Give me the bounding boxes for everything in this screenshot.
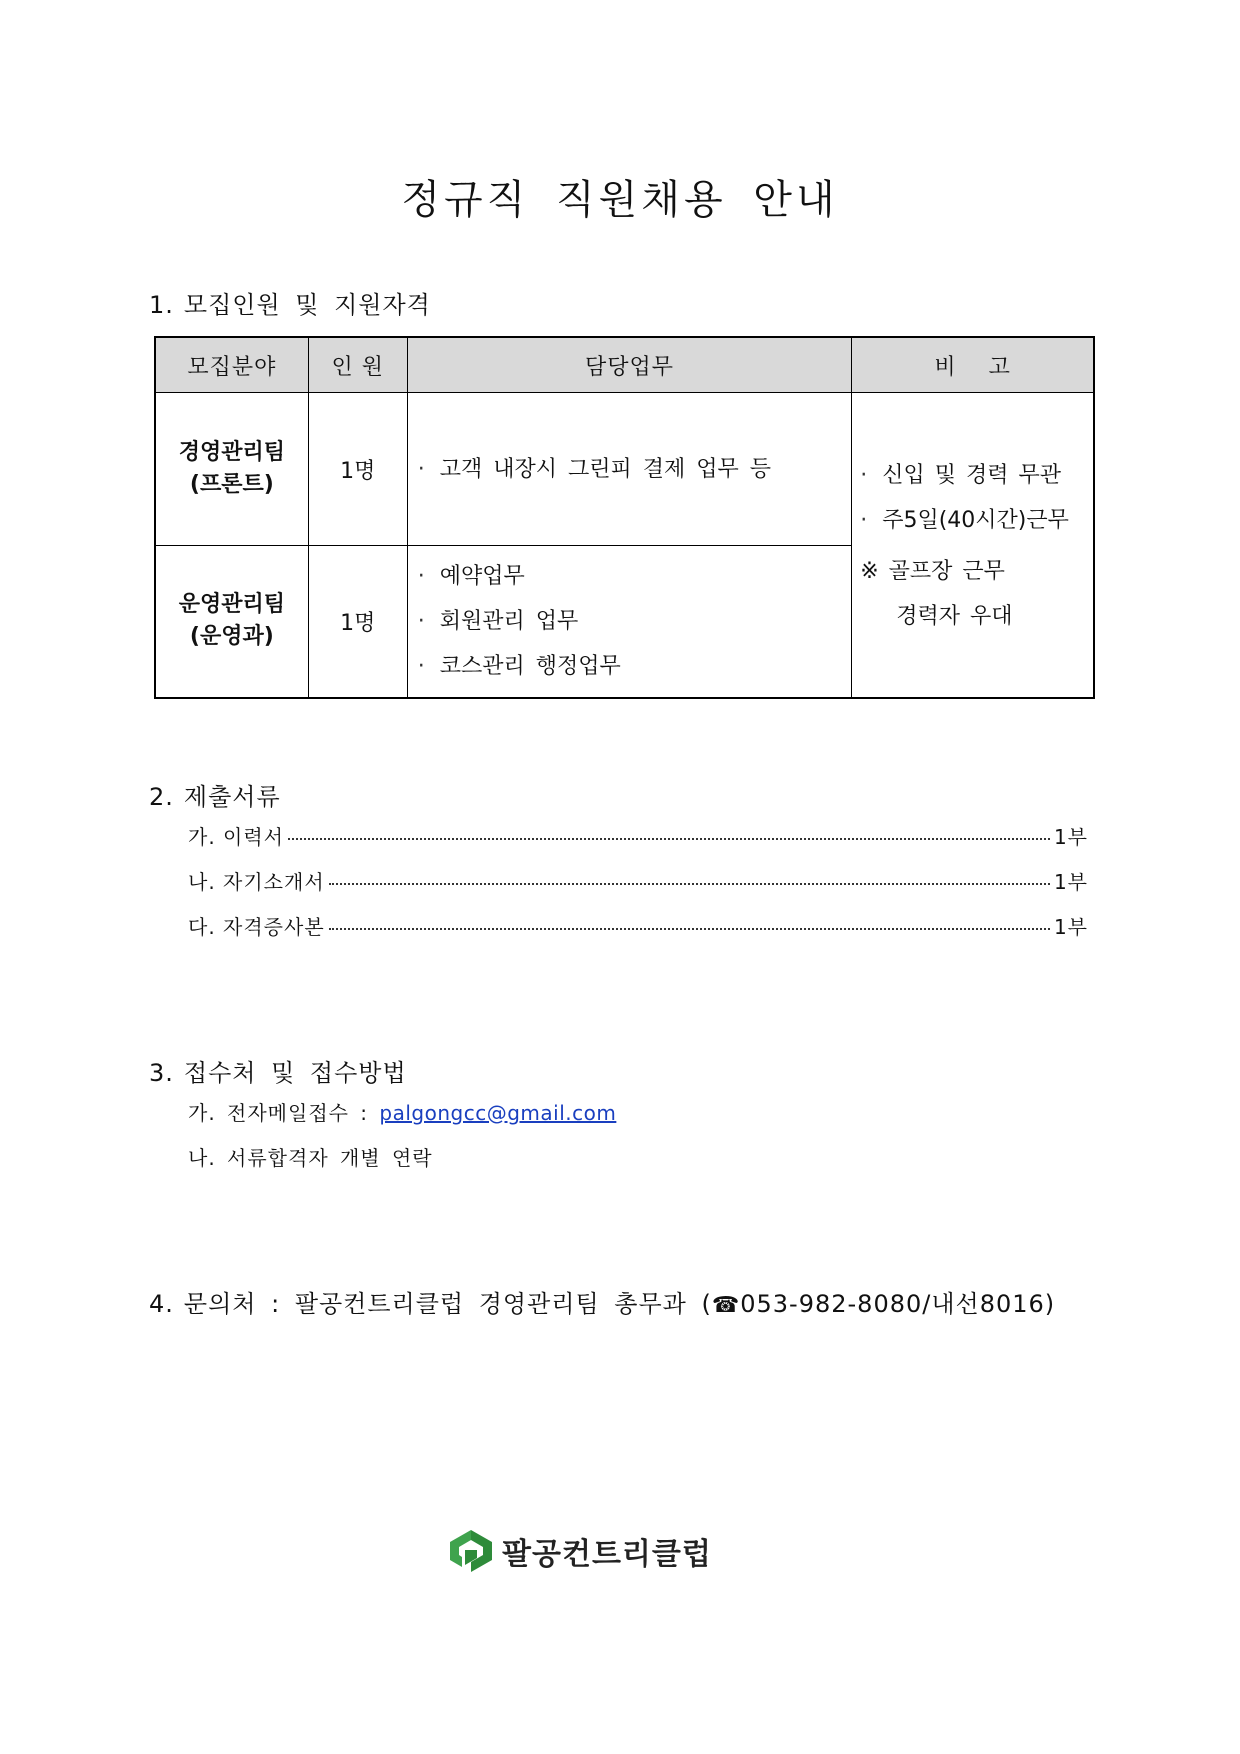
bullet: ·: [860, 508, 868, 533]
team-sub: (프론트): [189, 472, 274, 497]
team-cell: [155, 393, 308, 546]
count-cell: 1명: [308, 393, 407, 546]
duty-text: 회원관리 업무: [439, 608, 579, 634]
document-qty: 1부: [1053, 825, 1088, 849]
duty-text: 고객 내장시 그린피 결제 업무 등: [439, 456, 771, 482]
inquiry-text: 팔공컨트리클럽 경영관리팀 총무과 (: [294, 1290, 712, 1318]
duty-item: [418, 599, 851, 644]
table-row: [155, 393, 1094, 546]
bullet: ·: [417, 563, 425, 589]
note-text: 신입 및 경력 무관: [882, 463, 1061, 488]
bullet: ·: [860, 463, 868, 488]
palgong-logo-icon: [448, 1528, 494, 1574]
list-item: [188, 821, 1088, 850]
phone-icon: ☎: [711, 1293, 741, 1318]
email-link[interactable]: palgongcc@gmail.com: [379, 1101, 617, 1125]
list-item: [188, 866, 1088, 895]
note-ref-text-2: 경력자 우대: [896, 604, 1013, 629]
duty-cell: [407, 393, 851, 546]
duty-cell: [407, 546, 851, 698]
header-count: 인 원: [308, 337, 407, 393]
section-title: 접수처 및 접수방법: [183, 1059, 407, 1087]
team-sub: (운영과): [189, 624, 274, 650]
header-duty: 담당업무: [407, 337, 851, 393]
team-name: 운영관리팀: [178, 592, 285, 618]
section-title: 모집인원 및 지원자격: [183, 291, 431, 319]
note-ref-text: 골프장 근무: [888, 559, 1005, 584]
note-item: [860, 498, 1093, 543]
note-item: [860, 453, 1093, 498]
page-title: 정규직 직원채용 안내: [401, 177, 839, 223]
section-documents-heading: [149, 777, 281, 812]
document-label: 가. 이력서: [188, 825, 284, 849]
logo-text: 팔공컨트리클럽: [502, 1537, 712, 1572]
duty-text: 코스관리 행정업무: [439, 653, 621, 679]
document-qty: 1부: [1053, 915, 1088, 939]
section-number: 2.: [149, 783, 174, 811]
leader-dots: [288, 838, 1050, 840]
section-title: 제출서류: [183, 783, 281, 811]
section-number: 3.: [149, 1059, 174, 1087]
count-cell: 1명: [308, 546, 407, 698]
duty-text: 예약업무: [439, 563, 525, 589]
email-label: 가. 전자메일접수 :: [188, 1101, 380, 1125]
duty-item: [418, 644, 851, 689]
footer-logo: [448, 1528, 712, 1574]
bullet: ·: [417, 608, 425, 634]
header-note: 비 고: [852, 337, 1094, 393]
reception-contact-item: 나. 서류합격자 개별 연락: [188, 1146, 433, 1170]
document-label: 다. 자격증사본: [188, 915, 325, 939]
inquiry-label: 문의처: [183, 1290, 257, 1318]
section-recruit-heading: [149, 285, 431, 320]
leader-dots: [329, 883, 1050, 885]
list-item: [188, 911, 1088, 940]
header-field: 모집분야: [155, 337, 308, 393]
note-text: 주5일(40시간)근무: [882, 508, 1069, 533]
note-reference: [860, 549, 1093, 594]
reference-mark: ※: [860, 559, 879, 584]
section-reception-heading: [149, 1053, 407, 1088]
table-header-row: [155, 337, 1094, 393]
document-qty: 1부: [1053, 870, 1088, 894]
inquiry-separator: :: [256, 1290, 295, 1318]
duty-item: [418, 554, 851, 599]
leader-dots: [329, 928, 1050, 930]
note-cell: [852, 393, 1094, 698]
bullet: ·: [417, 456, 425, 482]
recruit-table: [154, 336, 1095, 699]
team-cell: [155, 546, 308, 698]
bullet: ·: [417, 653, 425, 679]
reception-email-item: [188, 1097, 616, 1126]
section-number: 4.: [149, 1290, 174, 1318]
inquiry-phone: 053-982-8080/내선8016): [740, 1290, 1056, 1318]
section-number: 1.: [149, 291, 174, 319]
document-label: 나. 자기소개서: [188, 870, 325, 894]
team-name: 경영관리팀: [178, 440, 285, 465]
duty-item: [418, 447, 851, 492]
section-inquiry: [149, 1284, 1055, 1319]
